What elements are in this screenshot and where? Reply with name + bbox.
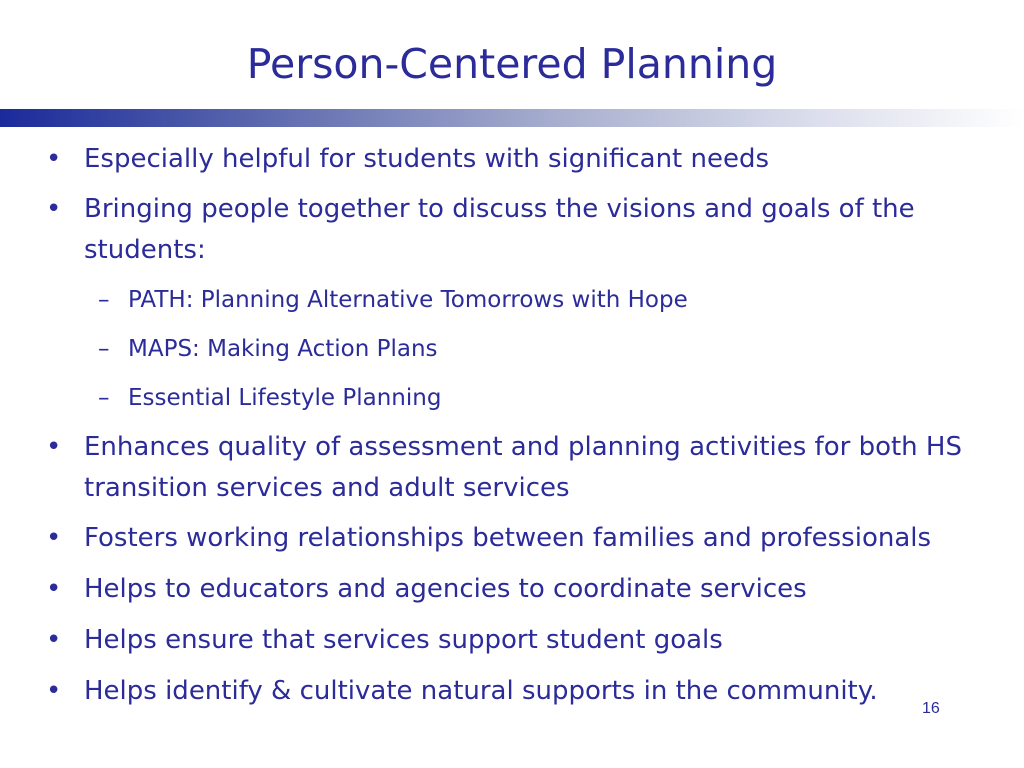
bullet-text: Bringing people together to discuss the visions and goals of the students: xyxy=(84,194,915,265)
sub-bullet-marker: – xyxy=(98,336,110,362)
bullet-text: Fosters working relationships between families and professionals xyxy=(84,523,932,553)
sub-bullet-item xyxy=(46,378,1006,418)
bullet-text: Helps identify & cultivate natural supports in the community. xyxy=(84,676,878,706)
bullet-text: Helps ensure that services support student goals xyxy=(84,625,723,655)
bullet-list xyxy=(46,138,1006,721)
title-gradient-bar xyxy=(0,109,1024,127)
sub-bullet-item xyxy=(46,280,1006,320)
bullet-item xyxy=(46,518,1006,559)
bullet-marker: • xyxy=(46,625,62,655)
bullet-item xyxy=(46,427,1006,509)
bullet-item xyxy=(46,619,1006,661)
sub-bullet-marker: – xyxy=(98,385,110,411)
bullet-text: Especially helpful for students with significant needs xyxy=(84,144,770,174)
bullet-item xyxy=(46,138,1006,180)
bullet-text: Enhances quality of assessment and planning activities for both HS transition services and adult services xyxy=(84,432,962,503)
sub-bullet-text: Essential Lifestyle Planning xyxy=(128,385,442,411)
bullet-marker: • xyxy=(46,523,62,553)
bullet-marker: • xyxy=(46,194,62,224)
bullet-item xyxy=(46,670,1006,712)
slide-title: Person-Centered Planning xyxy=(246,40,778,88)
sub-bullet-text: PATH: Planning Alternative Tomorrows with Hope xyxy=(128,287,688,313)
bullet-item xyxy=(46,568,1006,610)
sub-bullet-marker: – xyxy=(98,287,110,313)
bullet-item xyxy=(46,189,1006,271)
bullet-text: Helps to educators and agencies to coordinate services xyxy=(84,574,807,604)
bullet-marker: • xyxy=(46,676,62,706)
page-number: 16 xyxy=(922,700,940,717)
bullet-marker: • xyxy=(46,432,62,462)
sub-bullet-item xyxy=(46,329,1006,369)
bullet-marker: • xyxy=(46,144,62,174)
sub-bullet-text: MAPS: Making Action Plans xyxy=(128,336,438,362)
bullet-marker: • xyxy=(46,574,62,604)
